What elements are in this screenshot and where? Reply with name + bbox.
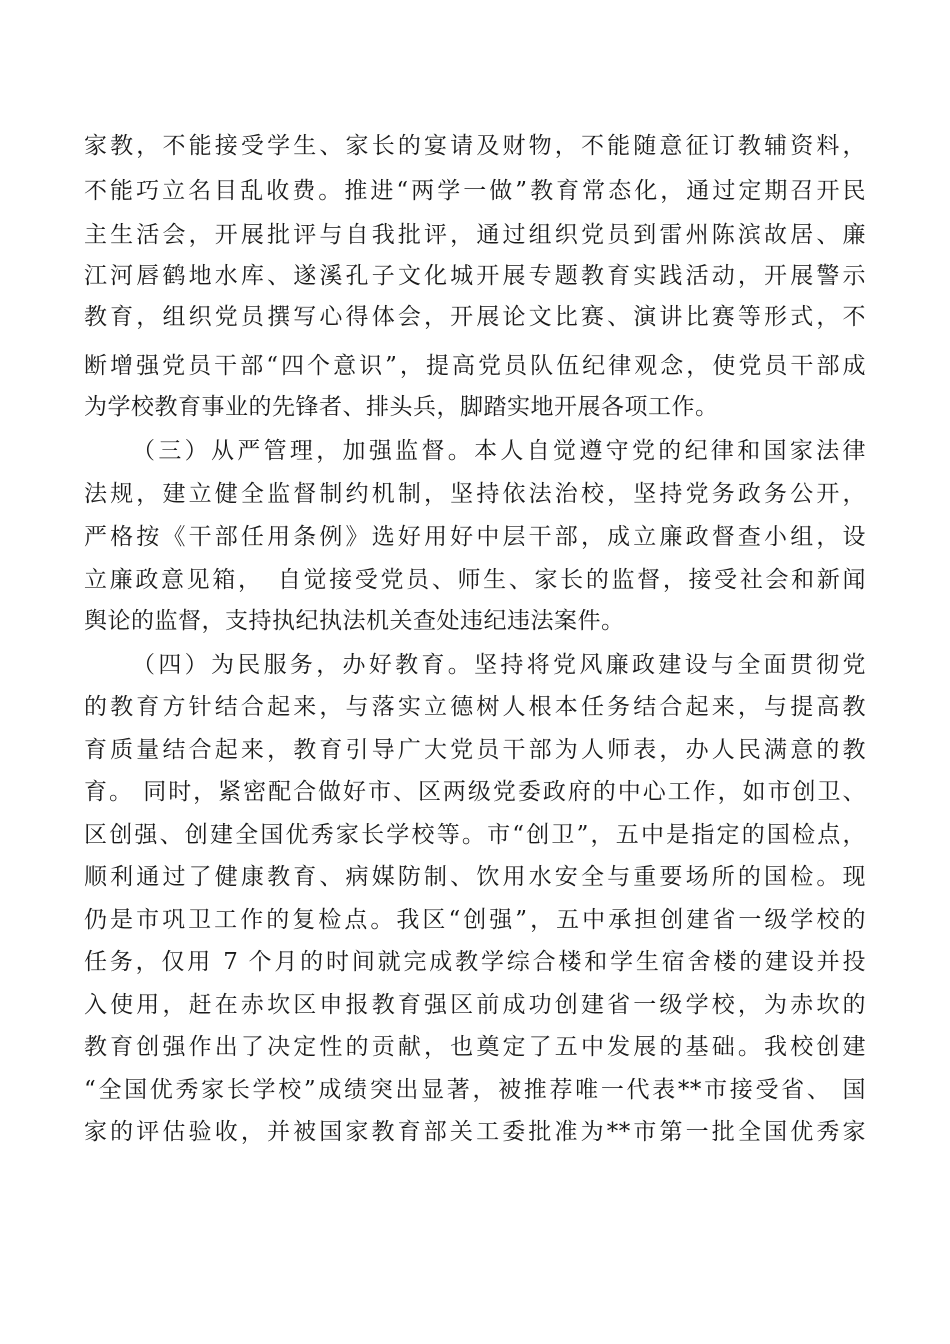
- text-line: 任务，仅用 7 个月的时间就完成教学综合楼和学生宿舍楼的建设并投: [84, 949, 866, 975]
- text-line: 教育创强作出了决定性的贡献，也奠定了五中发展的基础。我校创建: [84, 1034, 866, 1060]
- text-line: 区创强、创建全国优秀家长学校等。市“创卫”，五中是指定的国检点，: [84, 822, 866, 848]
- paragraph-heading-line: （三）从严管理，加强监督。本人自觉遵守党的纪律和国家法律: [132, 438, 866, 464]
- text-line: 严格按《干部任用条例》选好用好中层干部，成立廉政督查小组，设: [84, 524, 866, 550]
- text-line: 入使用，赶在赤坎区申报教育强区前成功创建省一级学校，为赤坎的: [84, 992, 866, 1018]
- text-line: “全国优秀家长学校”成绩突出显著，被推荐唯一代表**市接受省、 国: [84, 1077, 866, 1103]
- text-line: 教育，组织党员撰写心得体会，开展论文比赛、演讲比赛等形式，不: [84, 304, 866, 330]
- text-line: 立廉政意见箱， 自觉接受党员、师生、家长的监督，接受社会和新闻: [84, 567, 866, 593]
- text-line: 育。 同时，紧密配合做好市、区两级党委政府的中心工作，如市创卫、: [84, 779, 866, 805]
- text-line: 顺利通过了健康教育、病媒防制、饮用水安全与重要场所的国检。现: [84, 864, 866, 890]
- text-line: 江河唇鹤地水库、遂溪孔子文化城开展专题教育实践活动，开展警示: [84, 263, 866, 289]
- paragraph-heading-line: （四）为民服务，办好教育。坚持将党风廉政建设与全面贯彻党: [132, 652, 866, 678]
- text-line: 为学校教育事业的先锋者、排头兵，脚踏实地开展各项工作。: [84, 394, 719, 420]
- text-line: 家教，不能接受学生、家长的宴请及财物，不能随意征订教辅资料，: [84, 133, 866, 159]
- text-line: 家的评估验收，并被国家教育部关工委批准为**市第一批全国优秀家: [84, 1119, 866, 1145]
- text-line: 的教育方针结合起来，与落实立德树人根本任务结合起来，与提高教: [84, 694, 866, 720]
- text-line: 主生活会，开展批评与自我批评，通过组织党员到雷州陈滨故居、廉: [84, 222, 866, 248]
- text-line: 法规，建立健全监督制约机制，坚持依法治校，坚持党务政务公开，: [84, 481, 866, 507]
- text-line: 仍是市巩卫工作的复检点。我区“创强”，五中承担创建省一级学校的: [84, 907, 866, 933]
- text-line: 不能巧立名目乱收费。推进“两学一做”教育常态化，通过定期召开民: [84, 178, 866, 204]
- text-line: 断增强党员干部“四个意识”，提高党员队伍纪律观念，使党员干部成: [84, 353, 866, 379]
- text-line: 育质量结合起来，教育引导广大党员干部为人师表，办人民满意的教: [84, 737, 866, 763]
- text-line: 舆论的监督，支持执纪执法机关查处违纪违法案件。: [84, 608, 625, 634]
